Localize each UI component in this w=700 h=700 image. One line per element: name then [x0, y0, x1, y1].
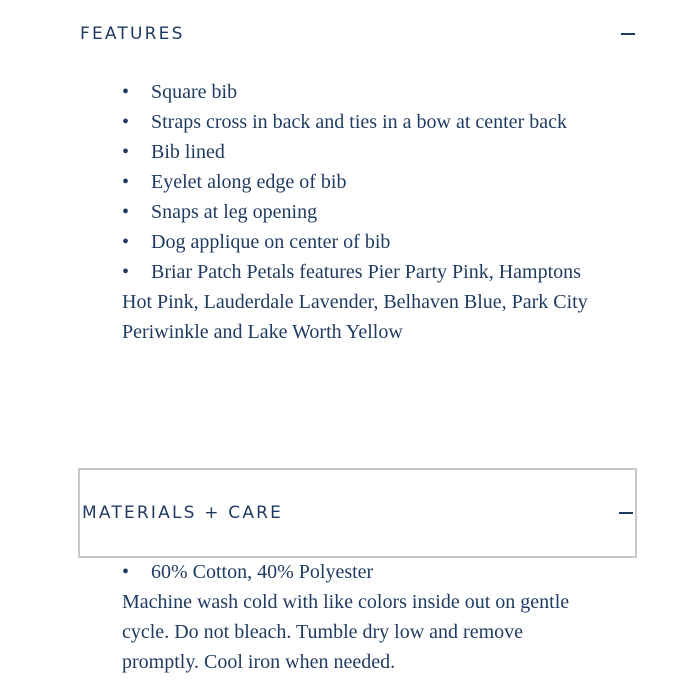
materials-care-content — [122, 557, 622, 677]
bullet-icon: • — [122, 201, 130, 223]
care-text: cycle. Do not bleach. Tumble dry low and remove — [122, 621, 524, 643]
list-item — [122, 107, 622, 137]
bullet-icon: • — [122, 111, 130, 133]
list-item-text: 60% Cotton, 40% Polyester — [151, 561, 374, 583]
list-item — [122, 557, 622, 587]
features-title: FEATURES — [80, 24, 185, 44]
features-content — [122, 77, 622, 347]
materials-care-accordion-header[interactable] — [78, 468, 637, 558]
list-item-text: Briar Patch Petals features Pier Party Pink, Hamptons — [151, 261, 581, 283]
bullet-icon: • — [122, 81, 130, 103]
list-item-continuation: Periwinkle and Lake Worth Yellow — [122, 321, 403, 343]
list-item-text: Eyelet along edge of bib — [151, 171, 347, 193]
list-item — [122, 197, 622, 227]
list-item-text: Snaps at leg opening — [151, 201, 318, 223]
bullet-icon: • — [122, 231, 130, 253]
list-item-continuation: Hot Pink, Lauderdale Lavender, Belhaven Blue, Park City — [122, 291, 588, 313]
minus-icon[interactable] — [621, 27, 635, 41]
list-item — [122, 257, 622, 287]
list-item-text: Straps cross in back and ties in a bow at center back — [151, 111, 567, 133]
materials-care-title: MATERIALS + CARE — [82, 503, 284, 523]
care-text: Machine wash cold with like colors inside out on gentle — [122, 591, 570, 613]
list-item — [122, 227, 622, 257]
minus-icon[interactable] — [619, 506, 633, 520]
list-item — [122, 77, 622, 107]
bullet-icon: • — [122, 561, 130, 583]
list-item — [122, 167, 622, 197]
list-item-text: Square bib — [151, 81, 238, 103]
features-accordion-header[interactable] — [78, 20, 637, 48]
bullet-icon: • — [122, 141, 130, 163]
care-text: promptly. Cool iron when needed. — [122, 651, 396, 673]
bullet-icon: • — [122, 171, 130, 193]
list-item-text: Dog applique on center of bib — [151, 231, 391, 253]
bullet-icon: • — [122, 261, 130, 283]
list-item — [122, 137, 622, 167]
list-item-text: Bib lined — [151, 141, 225, 163]
